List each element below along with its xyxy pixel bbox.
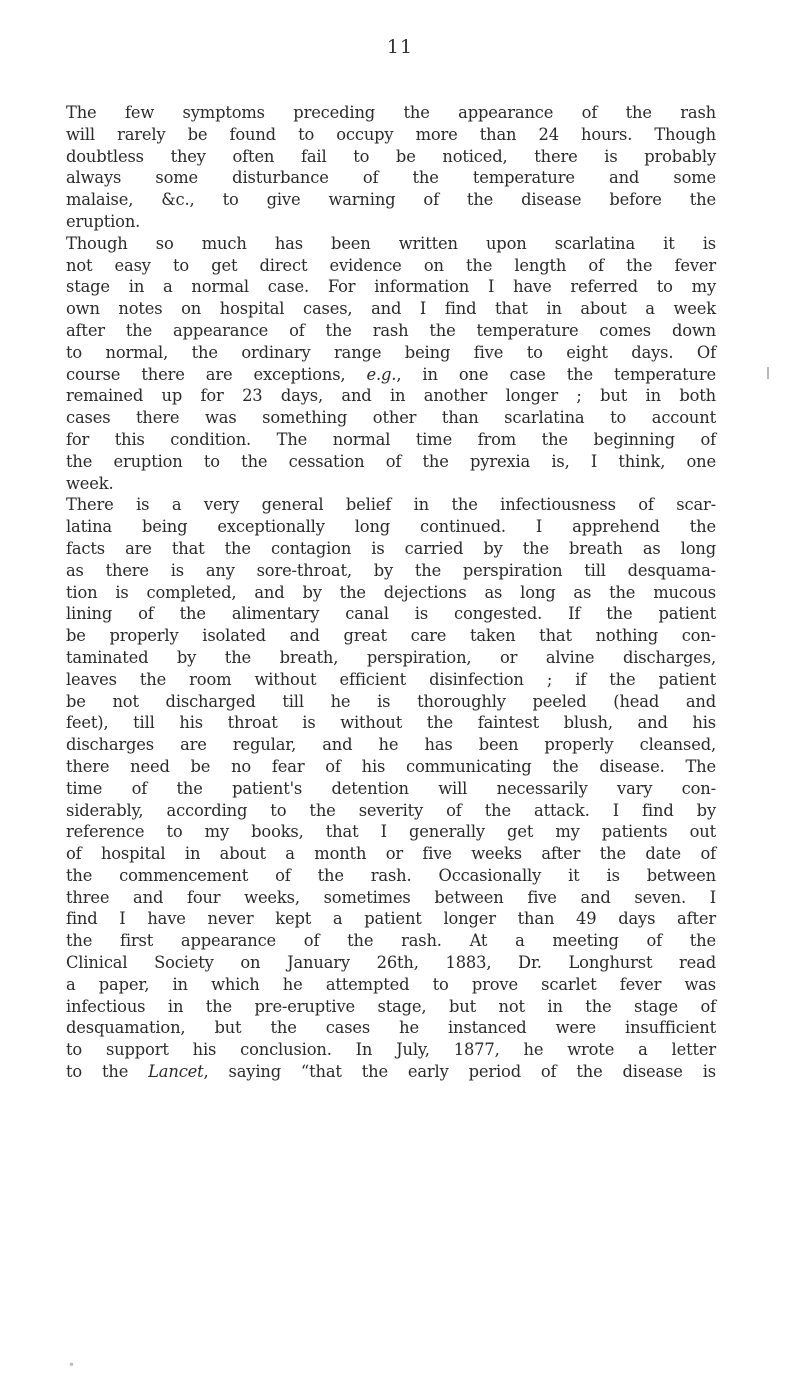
text-line: find I have never kept a patient longer than 49 days after (66, 909, 716, 929)
text-line: always some disturbance of the temperature and some (66, 168, 716, 188)
text-line: to normal, the ordinary range being five to eight days. Of (66, 342, 716, 362)
text-line: reference to my books, that I generally get my patients out (66, 822, 716, 842)
text-line: week. (66, 473, 114, 493)
text-line: siderably, according to the severity of the attack. I find by (66, 800, 716, 820)
text-line: lining of the alimentary canal is congested. If the patient (66, 604, 716, 624)
text-line: a paper, in which he attempted to prove scarlet fever was (66, 974, 716, 994)
text-line: stage in a normal case. For information I have referred to my (66, 277, 716, 297)
text-line: cases there was something other than scarlatina to account (66, 408, 716, 428)
text-line: be not discharged till he is thoroughly peeled (head and (66, 691, 716, 711)
text-line: time of the patient's detention will necessarily vary con- (66, 778, 716, 798)
text-line: malaise, &c., to give warning of the disease before the (66, 190, 716, 210)
text-line: to the Lancet, saying “that the early period of the disease is (66, 1062, 716, 1082)
text-line: will rarely be found to occupy more than 24 hours. Though (66, 124, 716, 144)
text-line: Though so much has been written upon scarlatina it is (66, 233, 716, 253)
text-line: taminated by the breath, perspiration, or alvine discharges, (66, 647, 716, 667)
text-line: there need be no fear of his communicating the disease. The (66, 756, 716, 776)
page-number: 11 (386, 36, 414, 58)
text-line: be properly isolated and great care taken that nothing con- (66, 626, 716, 646)
text-line: for this condition. The normal time from the beginning of (66, 429, 716, 449)
text-line: after the appearance of the rash the temperature comes down (66, 320, 716, 340)
text-line: course there are exceptions, e.g., in one case the temperature (66, 364, 716, 384)
text-line: eruption. (66, 211, 141, 231)
text-line: the commencement of the rash. Occasionally it is between (66, 865, 716, 885)
text-line: desquamation, but the cases he instanced were insufficient (66, 1018, 716, 1038)
text-line: doubtless they often fail to be noticed, there is probably (66, 146, 716, 166)
text-line: There is a very general belief in the infectiousness of scar- (66, 495, 716, 515)
text-line: the first appearance of the rash. At a meeting of the (66, 931, 716, 951)
text-line: infectious in the pre-eruptive stage, but not in the stage of (66, 996, 716, 1016)
text-line: The few symptoms preceding the appearance of the rash (66, 103, 716, 122)
text-line: discharges are regular, and he has been properly cleansed, (66, 735, 716, 755)
text-line: as there is any sore-throat, by the perspiration till desquama- (66, 560, 716, 580)
text-line: the eruption to the cessation of the pyrexia is, I think, one (66, 451, 716, 471)
text-line: facts are that the contagion is carried by the breath as long (66, 538, 716, 558)
text-line: not easy to get direct evidence on the length of the fever (66, 255, 716, 275)
text-line: Clinical Society on January 26th, 1883, Dr. Longhurst read (66, 953, 716, 973)
text-line: latina being exceptionally long continued. I apprehend the (66, 517, 716, 537)
text-line: of hospital in about a month or five weeks after the date of (66, 844, 716, 864)
text-line: feet), till his throat is without the faintest blush, and his (66, 713, 716, 733)
text-line: tion is completed, and by the dejections as long as the mucous (66, 582, 716, 602)
margin-mark (767, 367, 769, 379)
text-line: to support his conclusion. In July, 1877, he wrote a letter (66, 1040, 716, 1060)
text-line: three and four weeks, sometimes between five and seven. I (66, 887, 716, 907)
text-line: leaves the room without efficient disinfection ; if the patient (66, 669, 716, 689)
text-line: own notes on hospital cases, and I find that in about a week (66, 299, 716, 319)
text-line: remained up for 23 days, and in another longer ; but in both (66, 386, 716, 406)
body-text (66, 102, 716, 1083)
stray-mark: • (68, 1358, 76, 1372)
